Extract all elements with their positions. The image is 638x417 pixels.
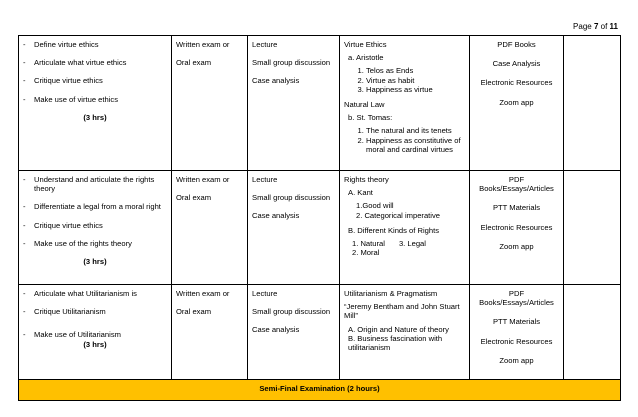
assessment-cell: Written exam or Oral exam	[172, 285, 248, 380]
table-row	[19, 171, 621, 285]
empty-cell	[564, 171, 621, 285]
resources-cell: PDF Books/Essays/Articles PTT Materials Electronic Resources Zoom app	[470, 285, 564, 380]
empty-cell	[564, 36, 621, 171]
objectives-cell: - Articulate what Utilitarianism is - Critique Utilitarianism - Make use of Utilitarianism (3 hrs)	[19, 285, 172, 380]
page-number: Page 7 of 11	[573, 22, 618, 31]
resources-cell: PDF Books Case Analysis Electronic Resources Zoom app	[470, 36, 564, 171]
content-cell: Utilitarianism & Pragmatism “Jeremy Bentham and John Stuart Mill” A. Origin and Nature of theory B. Business fascination with utilitarianism	[340, 285, 470, 380]
table-row	[19, 36, 621, 171]
objectives-cell: - Understand and articulate the rights theory - Differentiate a legal from a moral right - Critique virtue ethics - Make use of the rights theory (3 hrs)	[19, 171, 172, 285]
objectives-cell: - Define virtue ethics - Articulate what virtue ethics - Critique virtue ethics - Make use of virtue ethics (3 hrs)	[19, 36, 172, 171]
semi-final-exam-banner: Semi-Final Examination (2 hours)	[19, 380, 621, 401]
syllabus-table	[18, 35, 621, 401]
empty-cell	[564, 285, 621, 380]
content-cell: Virtue Ethics a. Aristotle 1. Telos as Ends 2. Virtue as habit 3. Happiness as virtue Natural Law b. St. Tomas: 1. The natural and its tenets 2. Happiness as constitutive of moral and cardinal virtues	[340, 36, 470, 171]
resources-cell: PDF Books/Essays/Articles PTT Materials Electronic Resources Zoom app	[470, 171, 564, 285]
methods-cell: Lecture Small group discussion Case analysis	[248, 171, 340, 285]
methods-cell: Lecture Small group discussion Case analysis	[248, 285, 340, 380]
content-cell: Rights theory A. Kant 1.Good will 2. Categorical imperative B. Different Kinds of Rights 1. Natural 3. Legal 2. Moral	[340, 171, 470, 285]
exam-row	[19, 380, 621, 401]
methods-cell: Lecture Small group discussion Case analysis	[248, 36, 340, 171]
assessment-cell: Written exam or Oral exam	[172, 171, 248, 285]
table-row	[19, 285, 621, 380]
assessment-cell: Written exam or Oral exam	[172, 36, 248, 171]
